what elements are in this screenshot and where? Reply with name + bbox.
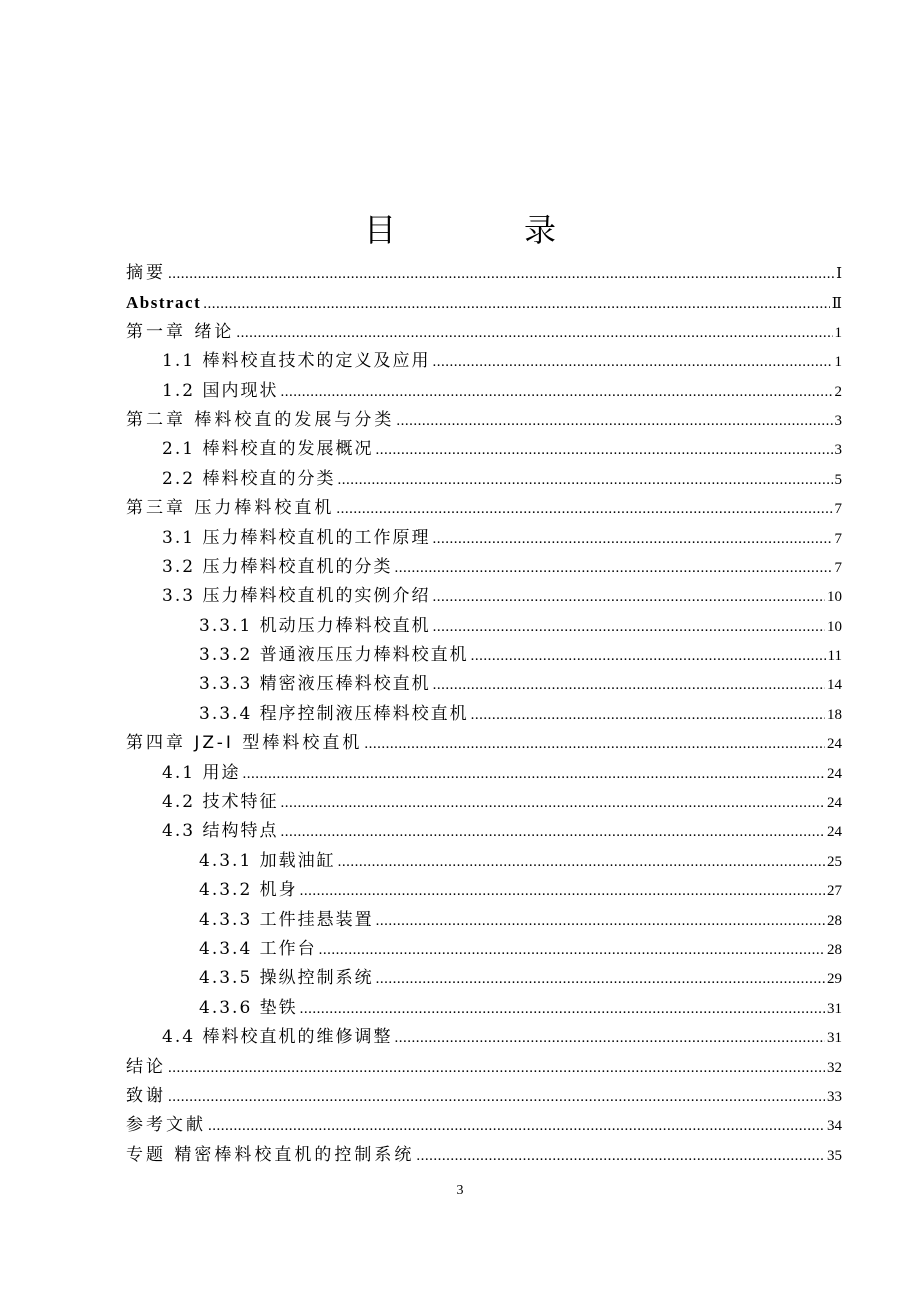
toc-entry-label: 3.2 压力棒料校直机的分类 bbox=[162, 556, 393, 577]
toc-leader-dots bbox=[168, 1083, 825, 1111]
toc-entry-page: 25 bbox=[827, 853, 842, 870]
toc-entry-page: 3 bbox=[834, 412, 842, 429]
toc-entry[interactable] bbox=[126, 1023, 842, 1052]
toc-entry[interactable] bbox=[126, 1111, 842, 1140]
toc-entry-label: 结论 bbox=[126, 1056, 166, 1077]
toc-entry[interactable] bbox=[126, 876, 842, 905]
toc-entry[interactable] bbox=[126, 994, 842, 1023]
toc-entry-label: 4.3.6 垫铁 bbox=[199, 997, 298, 1018]
toc-entry-label: Abstract bbox=[126, 293, 202, 313]
toc-entry-page: 14 bbox=[827, 677, 842, 694]
toc-entry[interactable] bbox=[126, 406, 842, 435]
toc-entry-page: 28 bbox=[827, 912, 842, 929]
toc-leader-dots bbox=[280, 378, 832, 406]
toc-entry-label: 4.1 用途 bbox=[162, 762, 241, 783]
toc-entry[interactable] bbox=[126, 435, 842, 464]
toc-entry[interactable] bbox=[126, 553, 842, 582]
toc-entry-page: 35 bbox=[827, 1147, 842, 1164]
toc-entry-label: 4.3.3 工件挂悬装置 bbox=[199, 909, 374, 930]
toc-entry-page: 24 bbox=[827, 824, 842, 841]
toc-entry[interactable] bbox=[126, 788, 842, 817]
toc-entry-label: 专题 精密棒料校直机的控制系统 bbox=[126, 1144, 415, 1165]
toc-entry-label: 4.3 结构特点 bbox=[162, 821, 279, 842]
toc-entry-page: 7 bbox=[834, 530, 842, 547]
toc-entry-page: 24 bbox=[827, 795, 842, 812]
toc-entry[interactable] bbox=[126, 847, 842, 876]
toc-entry-label: 2.1 棒料校直的发展概况 bbox=[162, 439, 374, 460]
toc-leader-dots bbox=[364, 730, 825, 758]
toc-entry-label: 3.3.2 普通液压压力棒料校直机 bbox=[199, 645, 469, 666]
toc-entry-page: 31 bbox=[827, 1030, 842, 1047]
table-of-contents bbox=[126, 259, 842, 1170]
toc-entry[interactable] bbox=[126, 377, 842, 406]
toc-entry-label: 参考文献 bbox=[126, 1115, 206, 1136]
toc-entry-page: 5 bbox=[834, 471, 842, 488]
toc-leader-dots bbox=[280, 789, 825, 817]
toc-leader-dots bbox=[319, 936, 825, 964]
toc-entry-page: 18 bbox=[827, 706, 842, 723]
toc-entry[interactable] bbox=[126, 700, 842, 729]
toc-leader-dots bbox=[376, 907, 825, 935]
toc-heading: 目 录 bbox=[363, 211, 604, 249]
toc-entry-page: 7 bbox=[834, 501, 842, 518]
toc-entry[interactable] bbox=[126, 347, 842, 376]
toc-leader-dots bbox=[433, 671, 825, 699]
toc-entry[interactable] bbox=[126, 670, 842, 699]
toc-leader-dots bbox=[300, 877, 825, 905]
toc-entry[interactable] bbox=[126, 494, 842, 523]
toc-entry-label: 3.1 压力棒料校直机的工作原理 bbox=[162, 527, 431, 548]
toc-leader-dots bbox=[168, 260, 834, 288]
toc-entry-label: 2.2 棒料校直的分类 bbox=[162, 468, 336, 489]
toc-entry-label: 3.3 压力棒料校直机的实例介绍 bbox=[162, 586, 431, 607]
toc-leader-dots bbox=[300, 995, 825, 1023]
toc-entry-label: 第二章 棒料校直的发展与分类 bbox=[126, 409, 395, 430]
toc-entry-page: 33 bbox=[827, 1088, 842, 1105]
toc-leader-dots bbox=[337, 466, 832, 494]
toc-leader-dots bbox=[242, 760, 825, 788]
toc-entry-label: 3.3.3 精密液压棒料校直机 bbox=[199, 674, 431, 695]
toc-entry-label: 致谢 bbox=[126, 1085, 166, 1106]
toc-entry-page: 24 bbox=[827, 736, 842, 753]
toc-entry[interactable] bbox=[126, 465, 842, 494]
toc-entry[interactable] bbox=[126, 641, 842, 670]
toc-entry-page: Ⅰ bbox=[836, 266, 842, 282]
toc-leader-dots bbox=[471, 642, 826, 670]
toc-entry-page: 34 bbox=[827, 1118, 842, 1135]
page-number: 3 bbox=[456, 1183, 464, 1198]
toc-leader-dots bbox=[280, 818, 825, 846]
toc-leader-dots bbox=[394, 1024, 825, 1052]
toc-entry-page: Ⅱ bbox=[831, 296, 842, 313]
toc-leader-dots bbox=[203, 290, 830, 317]
toc-entry-label: 1.2 国内现状 bbox=[162, 380, 279, 401]
toc-entry[interactable] bbox=[126, 612, 842, 641]
toc-entry-page: 32 bbox=[827, 1059, 842, 1076]
toc-entry-label: 4.3.4 工作台 bbox=[199, 938, 317, 959]
toc-entry-page: 29 bbox=[827, 971, 842, 988]
toc-entry-label: 4.3.5 操纵控制系统 bbox=[199, 968, 374, 989]
toc-entry[interactable] bbox=[126, 935, 842, 964]
toc-leader-dots bbox=[168, 1054, 825, 1082]
toc-entry-label: 第四章 JZ-I 型棒料校直机 bbox=[126, 733, 363, 754]
toc-entry-label: 3.3.1 机动压力棒料校直机 bbox=[199, 615, 431, 636]
toc-entry-label: 第三章 压力棒料校直机 bbox=[126, 498, 335, 519]
toc-entry-page: 7 bbox=[834, 559, 842, 576]
toc-entry[interactable] bbox=[126, 906, 842, 935]
toc-leader-dots bbox=[433, 613, 825, 641]
toc-entry-label: 4.4 棒料校直机的维修调整 bbox=[162, 1027, 393, 1048]
toc-entry-label: 第一章 绪论 bbox=[126, 321, 235, 342]
toc-entry[interactable] bbox=[126, 259, 842, 288]
toc-entry-page: 24 bbox=[827, 765, 842, 782]
toc-leader-dots bbox=[432, 348, 832, 376]
toc-leader-dots bbox=[236, 319, 832, 347]
toc-entry-page: 28 bbox=[827, 941, 842, 958]
toc-leader-dots bbox=[432, 525, 832, 553]
toc-leader-dots bbox=[396, 407, 832, 435]
toc-entry-label: 3.3.4 程序控制液压棒料校直机 bbox=[199, 703, 469, 724]
toc-entry-page: 1 bbox=[834, 324, 842, 341]
toc-leader-dots bbox=[471, 701, 825, 729]
toc-entry-page: 1 bbox=[834, 354, 842, 371]
toc-entry-page: 10 bbox=[827, 618, 842, 635]
toc-entry-label: 1.1 棒料校直技术的定义及应用 bbox=[162, 351, 431, 372]
toc-entry[interactable] bbox=[126, 1053, 842, 1082]
toc-entry-page: 10 bbox=[827, 589, 842, 606]
toc-entry-label: 摘要 bbox=[126, 263, 166, 283]
toc-leader-dots bbox=[432, 583, 825, 611]
toc-entry[interactable] bbox=[126, 759, 842, 788]
toc-leader-dots bbox=[376, 965, 825, 993]
toc-entry-label: 4.3.1 加载油缸 bbox=[199, 850, 336, 871]
toc-entry[interactable] bbox=[126, 524, 842, 553]
toc-entry-page: 3 bbox=[834, 442, 842, 459]
toc-entry-page: 31 bbox=[827, 1000, 842, 1017]
toc-entry[interactable] bbox=[126, 582, 842, 611]
toc-entry-page: 2 bbox=[834, 383, 842, 400]
toc-entry[interactable] bbox=[126, 318, 842, 347]
toc-leader-dots bbox=[338, 848, 825, 876]
toc-entry[interactable] bbox=[126, 817, 842, 846]
toc-entry[interactable] bbox=[126, 729, 842, 758]
toc-entry-label: 4.2 技术特征 bbox=[162, 792, 279, 813]
toc-leader-dots bbox=[394, 554, 832, 582]
toc-leader-dots bbox=[336, 495, 832, 523]
toc-entry-page: 27 bbox=[827, 883, 842, 900]
toc-entry-page: 11 bbox=[827, 648, 842, 665]
toc-entry[interactable] bbox=[126, 964, 842, 993]
toc-leader-dots bbox=[375, 436, 832, 464]
toc-entry-label: 4.3.2 机身 bbox=[199, 880, 298, 901]
toc-leader-dots bbox=[208, 1112, 825, 1140]
toc-leader-dots bbox=[416, 1142, 825, 1170]
toc-entry[interactable] bbox=[126, 288, 842, 317]
toc-entry[interactable] bbox=[126, 1082, 842, 1111]
toc-entry[interactable] bbox=[126, 1141, 842, 1170]
